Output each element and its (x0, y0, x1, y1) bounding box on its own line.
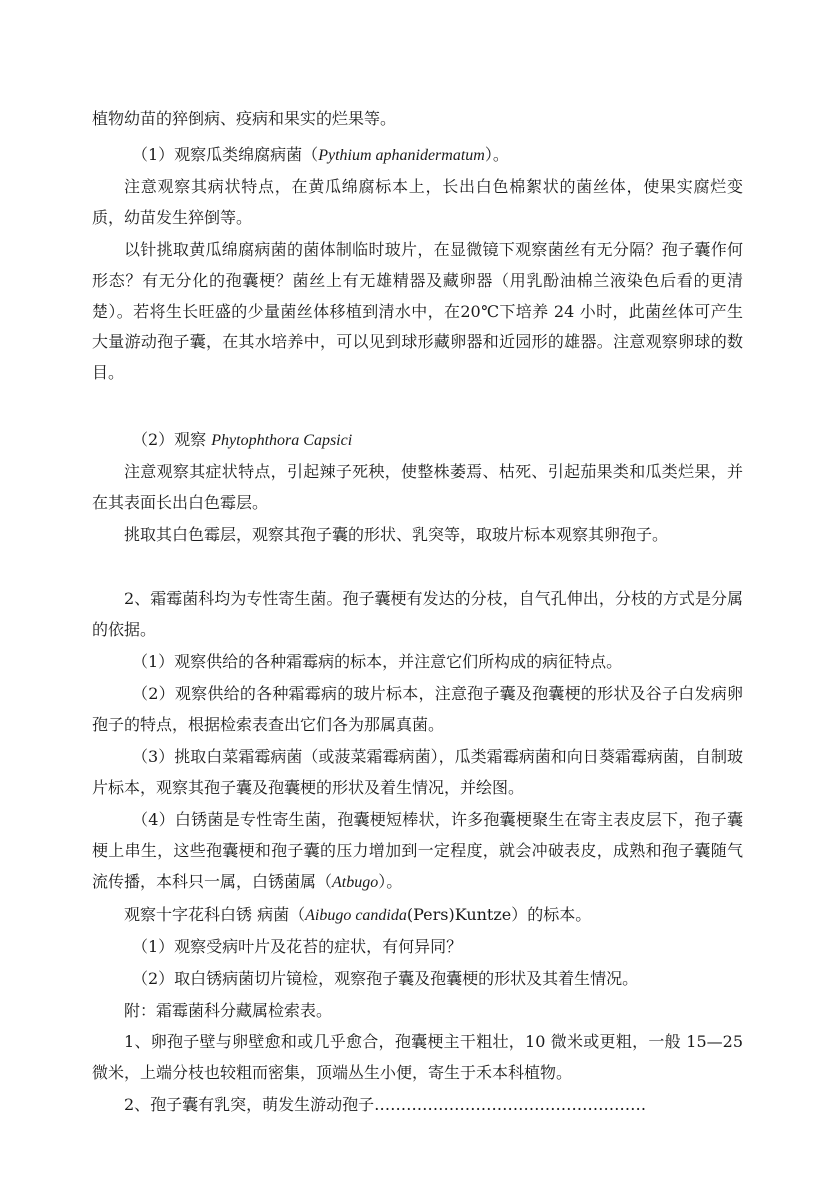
list-item: （4）白锈菌是专性寄生菌，孢囊梗短棒状，许多孢囊梗聚生在寄主表皮层下，孢子囊梗上串生，这些孢囊梗和孢子囊的压力增加到一定程度，就会冲破表皮，成熟和孢子囊随气流传播，本科只一属，白锈菌属（Atbugo）。 (92, 810, 743, 891)
list-item: （1）观察供给的各种霜霉病的标本，并注意它们所构成的病征特点。 (132, 652, 623, 671)
paragraph: 注意观察其症状特点，引起辣子死秧，使整株萎焉、枯死、引起茄果类和瓜类烂果，并在其表面长出白色霉层。 (92, 462, 743, 512)
paragraph: 附：霜霉菌科分藏属检索表。 (124, 1001, 333, 1020)
paragraph: 以针挑取黄瓜绵腐病菌的菌体制临时玻片，在显微镜下观察菌丝有无分隔？孢子囊作何形态？有无分化的孢囊梗？菌丝上有无雄精器及藏卵器（用乳酚油棉兰液染色后看的更清楚）。若将生长旺盛的少量菌丝体移植到清水中，在20℃下培养 24 小时，此菌丝体可产生大量游动孢子囊，在其水培养中，可以见到球形藏卵器和近园形的雄器。注意观察卵球的数目。 (92, 240, 743, 383)
paragraph: 1、卵孢子壁与卵壁愈和或几乎愈合，孢囊梗主干粗壮，10 微米或更粗，一般 15—25 微米，上端分枝也较粗而密集，顶端丛生小便，寄生于禾本科植物。 (92, 1032, 743, 1082)
paragraph: 注意观察其病状特点，在黄瓜绵腐标本上，长出白色棉絮状的菌丝体，使果实腐烂变质，幼苗发生猝倒等。 (92, 177, 743, 227)
section-heading: （1）观察瓜类绵腐病菌（Pythium aphanidermatum）。 (132, 145, 509, 164)
text-line: 植物幼苗的猝倒病、疫病和果实的烂果等。 (92, 109, 397, 128)
latin-name: Atbugo (332, 873, 379, 891)
paragraph: 挑取其白色霉层，观察其孢子囊的形状、乳突等，取玻片标本观察其卵孢子。 (124, 525, 669, 544)
list-item: （1）观察受病叶片及花苔的症状，有何异同？ (132, 937, 463, 956)
paragraph: 2、孢子囊有乳突，萌发生游动孢子…………………………………………… (124, 1095, 647, 1114)
latin-name: Aibugo candida (305, 907, 407, 924)
list-item: （2）观察供给的各种霜霉病的玻片标本，注意孢子囊及孢囊梗的形状及谷子白发病卵孢子的特点，根据检索表查出它们各为那属真菌。 (92, 684, 743, 734)
paragraph: 2、霜霉菌科均为专性寄生菌。孢子囊梗有发达的分枝，自气孔伸出，分枝的方式是分属的依据。 (92, 589, 743, 639)
list-item: （2）取白锈病菌切片镜检，观察孢子囊及孢囊梗的形状及其着生情况。 (132, 969, 639, 988)
list-item: （3）挑取白菜霜霉病菌（或菠菜霜霉病菌），瓜类霜霉病菌和向日葵霜霉病菌，自制玻片标本，观察其孢子囊及孢囊梗的形状及着生情况，并绘图。 (92, 747, 743, 797)
paragraph: 观察十字花科白锈 病菌（Aibugo candida(Pers)Kuntze）的标本。 (124, 905, 592, 924)
latin-name: Pythium aphanidermatum (318, 147, 485, 164)
section-heading: （2）观察 Phytophthora Capsici (132, 430, 353, 449)
latin-name: Phytophthora Capsici (211, 432, 353, 449)
